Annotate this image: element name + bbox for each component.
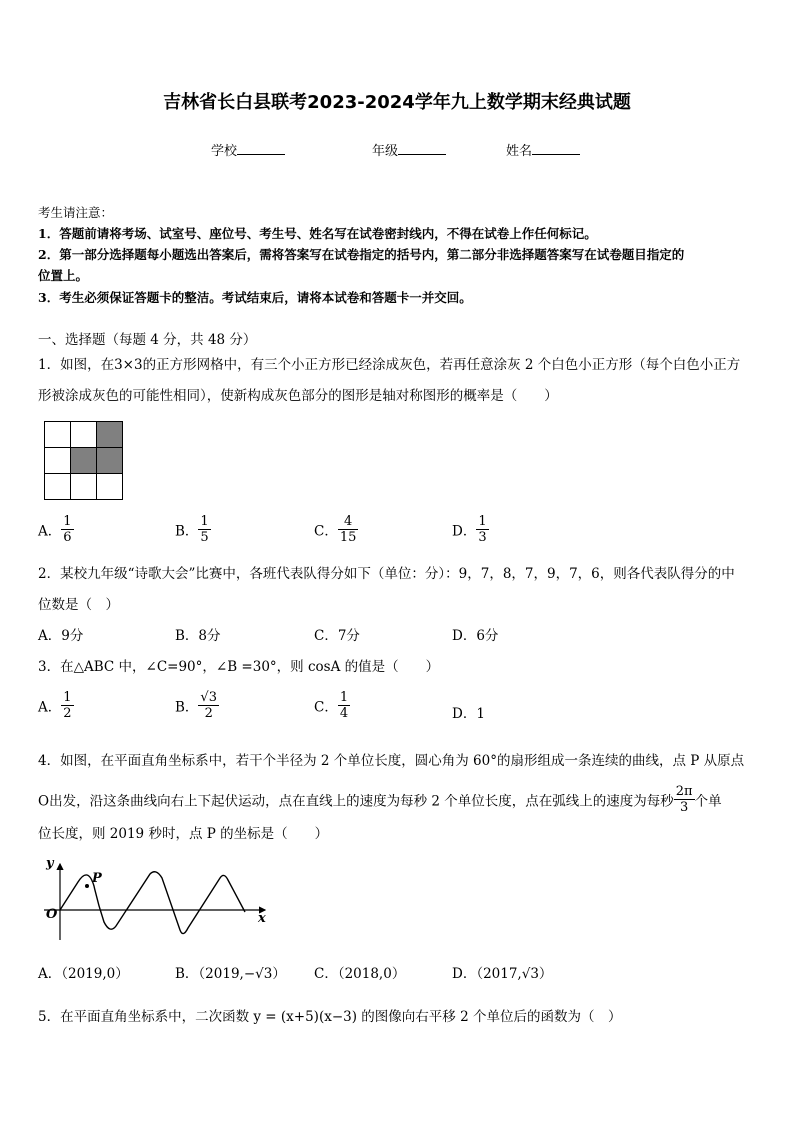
grid-cell [45, 448, 71, 474]
q3-option-b: B． $\frac{√3}{2}$ [175, 690, 217, 721]
grid-cell [45, 474, 71, 500]
q2-option-a: A．9分 [38, 628, 84, 644]
q4-fraction: $\frac{2\pi}{3}$ [675, 784, 693, 815]
q1-option-a: A． $\frac{1}{6}$ [38, 514, 72, 545]
q2-text-line1: 2．某校九年级“诗歌大会”比赛中，各班代表队得分如下（单位：分）：9，7，8，7，9，7，6，则各代表队得分的中 [38, 566, 735, 582]
q3-text-line1: 3．在△ABC 中，∠C=90°，∠B =30°，则 cosA 的值是（ ） [38, 659, 440, 675]
q4-option-b: B．（2019,−√3） [175, 966, 286, 982]
q1-grid-figure [44, 421, 123, 500]
q1-text-line2: 形被涂成灰色的可能性相同），使新构成灰色部分的图形是轴对称图形的概率是（ ） [38, 388, 558, 404]
notice-item-2-cont: 位置上。 [38, 268, 89, 283]
school-field [211, 140, 285, 159]
q2-option-d: D．6分 [452, 628, 499, 644]
grid-cell [97, 474, 123, 500]
grid-cell [71, 474, 97, 500]
q1-option-c: C． $\frac{4}{15}$ [314, 514, 357, 545]
x-axis-label: x [258, 911, 266, 926]
q2-option-b: B．8分 [175, 628, 221, 644]
q1-option-d: D． $\frac{1}{3}$ [452, 514, 487, 545]
name-label: 姓名 [506, 144, 533, 159]
notice-heading: 考生请注意： [38, 205, 114, 220]
school-label: 学校 [211, 144, 238, 159]
q2-option-c: C．7分 [314, 628, 360, 644]
q1-text-line1: 1．如图，在3×3的正方形网格中，有三个小正方形已经涂成灰色，若再任意涂灰 2 个白色小正方形（每个白色小正方 [38, 357, 741, 373]
wave-curve [60, 872, 245, 934]
q4-wave-graph [40, 852, 272, 944]
q4-text-line3: 位长度，则 2019 秒时，点 P 的坐标是（ ） [38, 826, 329, 842]
point-p [85, 884, 89, 888]
q4-option-d: D．（2017,√3） [452, 966, 553, 982]
q2-text-line2: 位数是（ ） [38, 597, 119, 613]
q5-text-line1: 5．在平面直角坐标系中，二次函数 y = (x+5)(x−3) 的图像向右平移 2 个单位后的函数为（ ） [38, 1009, 622, 1025]
section-heading: 一、选择题（每题 4 分，共 48 分） [38, 332, 257, 348]
q4-text-line1: 4．如图，在平面直角坐标系中，若干个半径为 2 个单位长度，圆心角为 60°的扇形组成一条连续的曲线，点 P 从原点 [38, 753, 745, 769]
grade-field [372, 140, 446, 159]
q1-option-b: B． $\frac{1}{5}$ [175, 514, 209, 545]
page-title: 吉林省长白县联考2023-2024学年九上数学期末经典试题 [163, 92, 631, 113]
notice-item-3: 3．考生必须保证答题卡的整洁。考试结束后，请将本试卷和答题卡一并交回。 [38, 290, 472, 305]
q3-option-a: A． $\frac{1}{2}$ [38, 690, 72, 721]
point-p-label: P [92, 871, 102, 886]
q4-option-c: C．（2018,0） [314, 966, 406, 982]
school-blank [237, 142, 285, 155]
grid-cell-shaded [97, 422, 123, 448]
grade-blank [398, 142, 446, 155]
name-field [506, 140, 580, 159]
grid-cell-shaded [97, 448, 123, 474]
name-blank [532, 142, 580, 155]
grid-cell-shaded [71, 448, 97, 474]
grade-label: 年级 [372, 144, 399, 159]
y-axis-label: y [46, 856, 54, 871]
origin-label: O [46, 907, 58, 922]
q3-option-d: D．1 [452, 706, 485, 722]
q3-option-c: C． $\frac{1}{4}$ [314, 690, 349, 721]
notice-item-1: 1．答题前请将考场、试室号、座位号、考生号、姓名写在试卷密封线内，不得在试卷上作任何标记。 [38, 226, 597, 241]
q4-text-line2: O出发，沿这条曲线向右上下起伏运动，点在直线上的速度为每秒 2 个单位长度，点在弧线上的速度为每秒 $\frac{2\pi}{3}$ 个单 [38, 784, 722, 815]
q4-option-a: A．（2019,0） [38, 966, 129, 982]
grid-cell [71, 422, 97, 448]
grid-cell [45, 422, 71, 448]
notice-item-2: 2．第一部分选择题每小题选出答案后，需将答案写在试卷指定的括号内，第二部分非选择题答案写在试卷题目指定的 [38, 247, 685, 262]
